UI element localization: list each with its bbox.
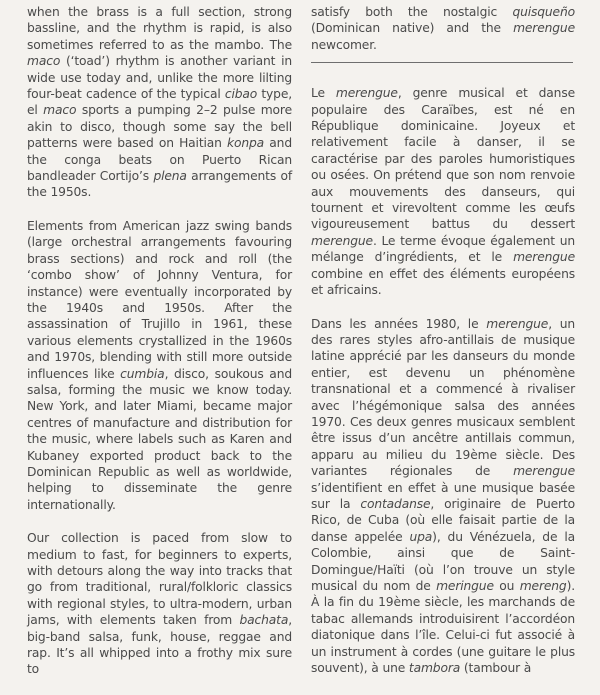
italic-term: cibao [224,87,258,102]
text-run: Our collection is paced from slow to medium to fast, for beginners to experts, with detours along the way into tracks that go from traditional, rural/folkloric classics with regional styles, to ultra-modern, urban jams, with elements taken from [27,531,292,628]
text-run: ). À la fin du 19ème siècle, les marchands de tabac allemands introduisirent l’accordéon diatonique dans l’île. Celui-ci fut associé à un instrument à cordes (une guitare le plus souvent), à une [311,579,575,676]
text-run: , disco, soukous and salsa, forming the music we know today. New York, and later Miami, became major centres of manufacture and distribution for the music, where labels such as Karen and Kubaney exported product back to the Dominican Republic as well as worldwide, helping to disseminate the genre internationally. [27,366,292,512]
italic-term: maco [43,103,77,118]
text-run: sports a pumping 2–2 pulse more akin to disco, though some say the bell patterns were based on Haitian [27,103,292,151]
paragraph-merengue-fr [311,85,575,298]
text-run: , originaire de Puerto Rico, de Cuba (où elle faisait partie de la danse appelée [311,496,575,544]
text-run: . Le terme évoque également un mélange d’ingrédients, et le [311,233,575,265]
italic-term: cumbia [120,366,165,381]
right-column [311,4,575,693]
text-run: newcomer. [311,37,377,52]
italic-term: contadanse [360,496,431,511]
paragraph-maco-rhythm [27,4,292,201]
italic-term: merengue [311,233,373,248]
section-divider [311,62,573,63]
italic-term: upa [409,529,433,544]
paragraph-jazz-influences [27,218,292,513]
text-run: ), du Vénézuela, de la Colombie, ainsi que de Saint-Domingue/Haïti (où l’on trouve un style musical du nom de [311,529,575,593]
italic-term: quisqueño [512,5,575,19]
text-run: (‘toad’) rhythm is another variant in wide use today and, unlike the more lilting four-beat cadence of the typical [27,54,292,102]
text-run: and the conga beats on Puerto Rican bandleader Cortijo’s [27,136,292,184]
italic-term: tambora [408,661,461,676]
text-run: Dans les années 1980, le [311,316,487,331]
italic-term: merengue [513,21,575,36]
paragraph-collection [27,530,292,678]
text-run: Le [311,86,336,101]
text-run: , genre musical et danse populaire des Caraïbes, est né en République dominicaine. Joyeux et relativement facile à danser, il se caractérise par des paroles humoristiques ou osées. On prétend que son nom renvoie aux mouvements des danseurs, qui tournent et virevoltent comme les œufs vigoureusement battus du dessert [311,86,575,232]
text-run: satisfy both the nostalgic [311,5,513,19]
text-run: s’identifient en effet à une musique basée sur la [311,480,575,511]
text-run: Elements from American jazz swing bands (large orchestral arrangements favouring brass sections) and rock and roll (the ‘combo show’ of Johnny Ventura, for instance) were eventually incorporated by the 1940s and 1950s. After the assassination of Trujillo in 1961, these various elements crystallized in the 1960s and 1970s, blending with still more outside influences like [27,218,292,381]
text-run: , un des rares styles afro-antillais de musique latine apprécié par les danseurs du monde entier, est devenu un phénomène transnational et a commencé à rivaliser avec l’hégémonique salsa des années 1970. Ces deux genres musicaux semblent être issus d’un ancêtre antillais commun, apparu au milieu du 19ème siècle. Des variantes régionales de [311,316,575,479]
paragraph-continuation [311,4,575,53]
italic-term: konpa [227,136,265,151]
italic-term: bachata [239,613,289,628]
italic-term: mereng [519,579,567,593]
text-run: (Dominican native) and the [311,21,514,36]
text-run: type, el [27,87,293,118]
text-run: combine en effet des éléments européens et africains. [311,266,575,298]
italic-term: merengue [513,464,575,479]
text-run: when the brass is a full section, strong bassline, and the rhythm is rapid, is also sometimes referred to as the mambo. The [27,5,292,52]
text-run: , big-band salsa, funk, house, reggae and rap. It’s all whipped into a frothy mix sure to [27,613,292,677]
italic-term: merengue [486,316,549,331]
text-run: (tambour à [460,661,532,676]
italic-term: plena [153,169,187,184]
left-column [27,4,292,695]
italic-term: merengue [335,86,398,101]
italic-term: merengue [513,250,575,265]
italic-term: meringue [436,579,494,593]
italic-term: maco [27,54,61,69]
text-run: arrangements of the 1950s. [27,169,292,200]
paragraph-annees-1980 [311,316,575,677]
text-run: ou [493,579,520,593]
